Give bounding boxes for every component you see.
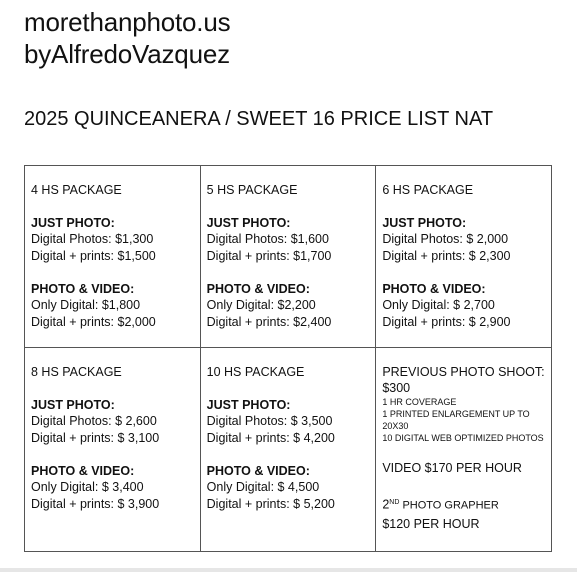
price-line: Digital + prints: $1,700 — [206, 248, 332, 263]
group-title: JUST PHOTO: — [206, 216, 291, 230]
price-table — [24, 165, 552, 552]
just-photo-group — [31, 215, 194, 264]
price-line: Digital + prints: $ 3,100 — [31, 430, 160, 445]
package-name: 10 HS PACKAGE — [206, 365, 305, 379]
extras-cell — [376, 348, 552, 552]
price-list-title: 2025 QUINCEANERA / SWEET 16 PRICE LIST NAT — [24, 108, 494, 130]
package-name: 4 HS PACKAGE — [31, 183, 122, 197]
price-line: Digital + prints: $2,000 — [31, 314, 156, 329]
price-line: Digital + prints: $2,400 — [206, 314, 332, 329]
price-line: Digital + prints: $ 4,200 — [206, 430, 335, 445]
price-line: Digital + prints: $ 3,900 — [31, 496, 160, 511]
price-line: Digital + prints: $ 5,200 — [206, 496, 335, 511]
group-title: JUST PHOTO: — [31, 216, 115, 230]
price-line: Digital + prints: $ 2,300 — [382, 248, 511, 263]
photo-video-group — [31, 281, 194, 330]
table-row — [25, 166, 552, 348]
price-line: Digital Photos: $ 2,000 — [382, 232, 509, 246]
package-cell-10hs — [200, 348, 376, 552]
photo-video-group — [207, 281, 370, 330]
package-cell-5hs — [200, 166, 376, 348]
second-photographer-label — [382, 496, 545, 513]
photo-video-group — [207, 463, 370, 512]
group-title: PHOTO & VIDEO: — [206, 282, 310, 296]
group-title: JUST PHOTO: — [382, 216, 467, 230]
group-title: PHOTO & VIDEO: — [31, 464, 135, 478]
previous-shoot-detail: 1 PRINTED ENLARGEMENT UP TO 20X30 — [382, 409, 530, 431]
price-line: Digital + prints: $1,500 — [31, 248, 156, 263]
previous-shoot-title: PREVIOUS PHOTO SHOOT: — [382, 365, 545, 379]
package-cell-8hs — [25, 348, 201, 552]
price-line: Digital Photos: $1,600 — [206, 232, 329, 246]
just-photo-group — [382, 215, 545, 264]
group-title: PHOTO & VIDEO: — [31, 282, 135, 296]
brand-block — [24, 6, 230, 70]
price-line: Digital + prints: $ 2,900 — [382, 314, 511, 329]
price-line: Digital Photos: $ 2,600 — [31, 414, 157, 428]
price-line: Only Digital: $2,200 — [206, 298, 316, 312]
package-cell-6hs — [376, 166, 552, 348]
price-line: Only Digital: $ 3,400 — [31, 480, 144, 494]
group-title: PHOTO & VIDEO: — [206, 464, 310, 478]
table-row — [25, 348, 552, 552]
brand-website: morethanphoto.us — [24, 7, 231, 37]
package-name: 8 HS PACKAGE — [31, 365, 122, 379]
price-line: Digital Photos: $1,300 — [31, 232, 154, 246]
price-line: Digital Photos: $ 3,500 — [206, 414, 333, 428]
just-photo-group — [207, 215, 370, 264]
previous-shoot-detail: 1 HR COVERAGE — [382, 397, 457, 407]
video-rate: VIDEO $170 PER HOUR — [382, 461, 522, 475]
price-line: Only Digital: $ 4,500 — [206, 480, 320, 494]
page-bottom-divider — [0, 568, 577, 572]
brand-author: byAlfredoVazquez — [24, 39, 230, 69]
second-photographer-suffix: ND — [389, 499, 400, 506]
second-photographer-rate: $120 PER HOUR — [382, 516, 480, 531]
just-photo-group — [31, 397, 194, 446]
package-cell-4hs — [25, 166, 201, 348]
photo-video-group — [31, 463, 194, 512]
package-name: 6 HS PACKAGE — [382, 183, 474, 197]
second-photographer-number: 2 — [382, 497, 390, 512]
previous-shoot-detail: 10 DIGITAL WEB OPTIMIZED PHOTOS — [382, 433, 544, 443]
group-title: PHOTO & VIDEO: — [382, 282, 486, 296]
package-name: 5 HS PACKAGE — [206, 183, 298, 197]
price-line: Only Digital: $1,800 — [31, 298, 141, 312]
group-title: JUST PHOTO: — [206, 398, 291, 412]
previous-shoot-price: $300 — [382, 381, 411, 395]
second-photographer-text: PHOTO GRAPHER — [399, 499, 499, 512]
group-title: JUST PHOTO: — [31, 398, 115, 412]
just-photo-group — [207, 397, 370, 446]
photo-video-group — [382, 281, 545, 330]
price-line: Only Digital: $ 2,700 — [382, 298, 495, 312]
